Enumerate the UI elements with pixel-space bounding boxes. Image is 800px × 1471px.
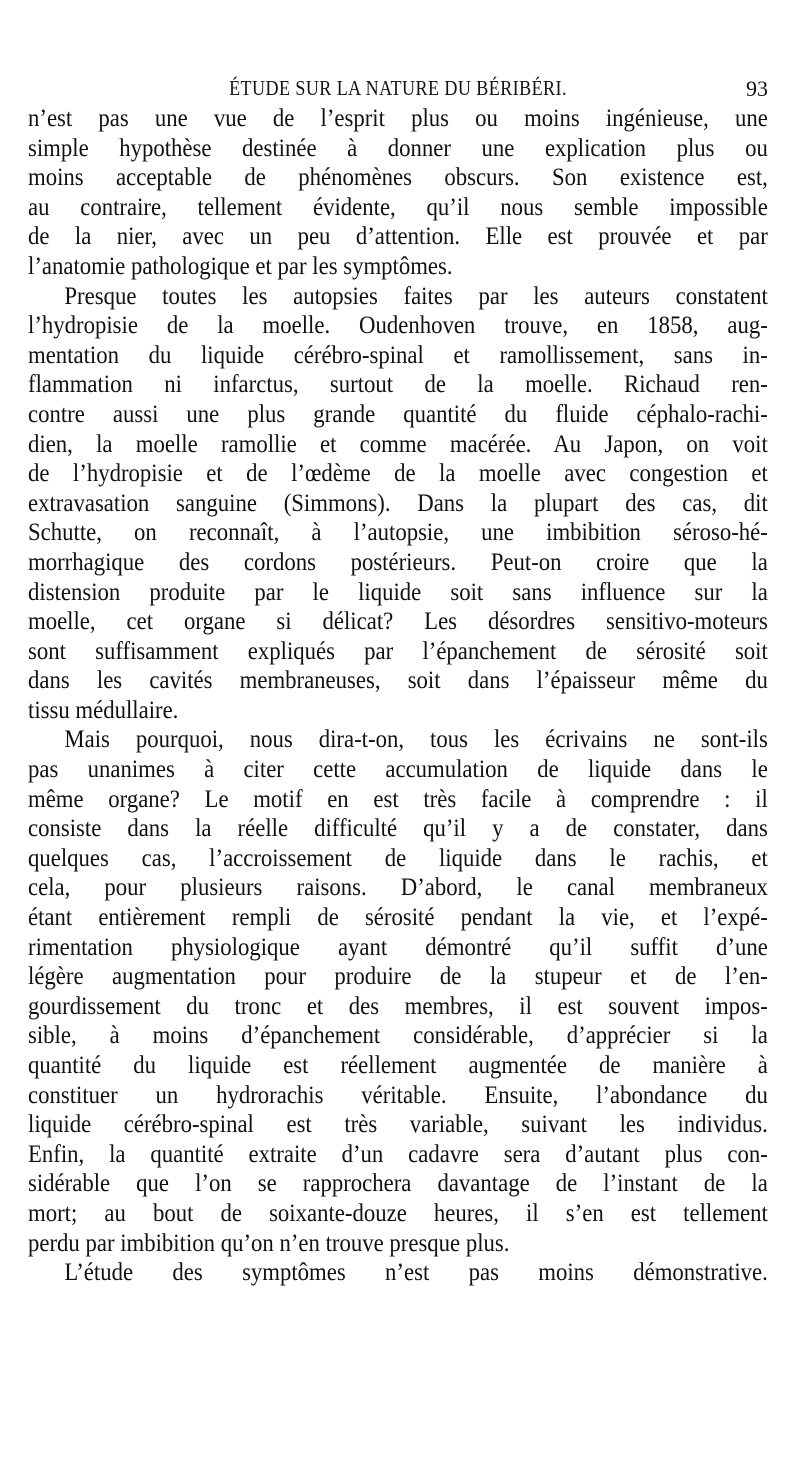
text-line: consiste dans la réelle difficulté qu’il y a de constater, dans: [28, 815, 768, 843]
text-line: sible, à moins d’épanchement considérable, d’apprécier si la: [28, 1022, 768, 1050]
page-number: 93: [746, 76, 768, 101]
text-line: sidérable que l’on se rapprochera davantage de l’instant de la: [28, 1170, 768, 1198]
text-line: Presque toutes les autopsies faites par les auteurs constatent: [64, 282, 768, 310]
text-line: de la nier, avec un peu d’attention. Elle est prouvée et par: [28, 223, 768, 251]
text-line: mort; au bout de soixante-douze heures, il s’en est tellement: [28, 1199, 768, 1227]
text-line: de l’hydropisie et de l’œdème de la moelle avec congestion et: [28, 460, 768, 488]
text-line: au contraire, tellement évidente, qu’il nous semble impossible: [28, 193, 768, 221]
text-line: liquide cérébro-spinal est très variable, suivant les individus.: [28, 1111, 768, 1139]
text-line: même organe? Le motif en est très facile à comprendre : il: [28, 785, 768, 813]
text-line: rimentation physiologique ayant démontré qu’il suffit d’une: [28, 933, 768, 961]
text-line: perdu par imbibition qu’on n’en trouve presque plus.: [28, 1229, 510, 1257]
running-head: [28, 76, 768, 106]
text-line: gourdissement du tronc et des membres, il est souvent impos-: [28, 992, 768, 1020]
text-line: quantité du liquide est réellement augmentée de manière à: [28, 1052, 768, 1079]
text-line: moelle, cet organe si délicat? Les désordres sensitivo-moteurs: [28, 608, 768, 636]
text-line: pas unanimes à citer cette accumulation de liquide dans le: [28, 756, 768, 784]
text-line: n’est pas une vue de l’esprit plus ou moins ingénieuse, une: [28, 105, 768, 132]
text-line: quelques cas, l’accroissement de liquide dans le rachis, et: [28, 844, 768, 872]
text-line: étant entièrement rempli de sérosité pendant la vie, et l’expé-: [28, 904, 768, 932]
text-line: constituer un hydrorachis véritable. Ensuite, l’abondance du: [28, 1081, 768, 1109]
text-line: L’étude des symptômes n’est pas moins démonstrative.: [64, 1259, 768, 1287]
text-line: morrhagique des cordons postérieurs. Peut-on croire que la: [28, 548, 768, 576]
text-line: flammation ni infarctus, surtout de la moelle. Richaud ren-: [28, 371, 768, 399]
text-line: distension produite par le liquide soit sans influence sur la: [28, 578, 768, 606]
text-line: moins acceptable de phénomènes obscurs. Son existence est,: [28, 164, 768, 192]
text-line: tissu médullaire.: [28, 696, 179, 724]
text-line: extravasation sanguine (Simmons). Dans la plupart des cas, dit: [28, 489, 768, 517]
text-line: mentation du liquide cérébro-spinal et ramollissement, sans in-: [28, 341, 768, 369]
text-line: légère augmentation pour produire de la stupeur et de l’en-: [28, 963, 768, 991]
text-line: dien, la moelle ramollie et comme macérée. Au Japon, on voit: [28, 430, 768, 458]
text-line: Mais pourquoi, nous dira-t-on, tous les écrivains ne sont-ils: [64, 726, 768, 754]
text-line: Enfin, la quantité extraite d’un cadavre sera d’autant plus con-: [28, 1140, 768, 1168]
text-line: l’anatomie pathologique et par les symptômes.: [28, 252, 453, 280]
running-title: ÉTUDE SUR LA NATURE DU BÉRIBÉRI.: [229, 76, 567, 100]
text-line: dans les cavités membraneuses, soit dans l’épaisseur même du: [28, 667, 768, 695]
text-line: cela, pour plusieurs raisons. D’abord, le canal membraneux: [28, 874, 768, 902]
text-line: contre aussi une plus grande quantité du fluide céphalo-rachi-: [28, 400, 768, 428]
text-line: simple hypothèse destinée à donner une explication plus ou: [28, 134, 768, 162]
body-text: [28, 104, 768, 1288]
text-line: l’hydropisie de la moelle. Oudenhoven trouve, en 1858, aug-: [28, 312, 768, 340]
text-line: Schutte, on reconnaît, à l’autopsie, une imbibition séroso-hé-: [28, 519, 768, 547]
text-line: sont suffisamment expliqués par l’épanchement de sérosité soit: [28, 637, 768, 665]
